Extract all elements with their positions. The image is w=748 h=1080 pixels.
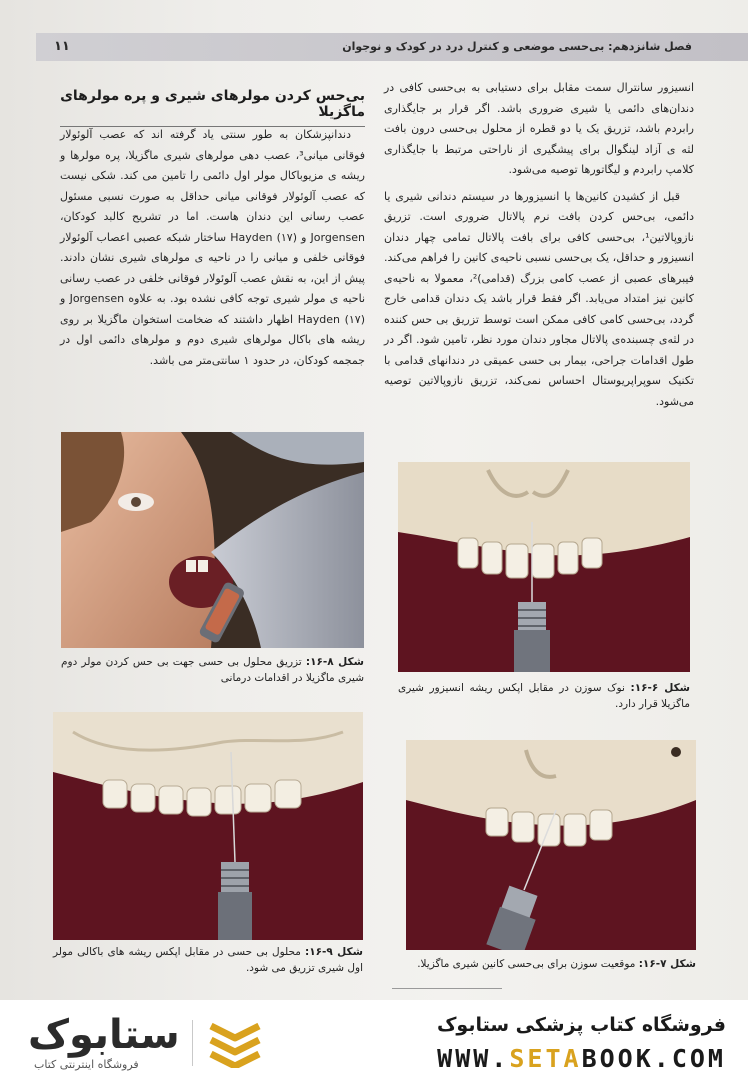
figure-8-text: تزریق محلول بی حسی جهت بی حس کردن مولر دوم شیری ماگزیلا در اقدامات درمانی bbox=[61, 656, 364, 684]
figure-9-text: محلول بی حسی در مقابل اپکس ریشه های باکالی مولر اول شیری تزریق می شود. bbox=[53, 946, 363, 974]
chapter-header bbox=[36, 33, 748, 61]
figure-9-photo bbox=[53, 712, 363, 940]
store-logo-tagline: فروشگاه اینترنتی کتاب bbox=[34, 1058, 139, 1071]
store-url-accent: SETA bbox=[509, 1044, 582, 1073]
store-logo-wordmark: ستابوک bbox=[28, 1012, 180, 1058]
store-footer bbox=[0, 1000, 748, 1080]
right-text-column bbox=[384, 78, 694, 412]
figure-6-caption bbox=[398, 680, 690, 712]
chapter-title: فصل شانزدهم: بی‌حسی موضعی و کنترل درد در کودک و نوجوان bbox=[342, 40, 692, 53]
store-title: فروشگاه کتاب پزشکی ستابوک bbox=[436, 1014, 726, 1036]
right-paragraph-2: قبل از کشیدن کانین‌ها یا انسیزورها در سیستم دندانی شیری یا دائمی، بی‌حس کردن بافت نرم پالاتال ضروری است. تزریق نازوپالاتین¹، بی‌حسی کافی برای بافت پالاتال تمامی چهار دندان انسیزور و حداقل، یک بی‌حسی نسبی ناحیه‌ی کانین را فراهم می‌کند. فیبرهای عصبی از عصب کامی بزرگ (قدامی)²، معمولا به ناحیه‌ی کانین نیز امتداد می‌یابد. اگر فقط قرار باشد یک دندان قدامی خارج گردد، بی‌حسی کامی کافی ممکن است توسط تزریق بی حس کننده در لثه‌ی چسبنده‌ی پالاتال مجاور دندان مورد نظر، تامین شود. اگر در طول اقدامات جراحی، بیمار بی حسی عمیقی در دندانهای قدامی با تکنیک سوپراپریوستال احساس نمی‌کند، تزریق نازوپالاتین توصیه می‌شود. bbox=[384, 189, 694, 408]
figure-7-text: موقعیت سوزن برای بی‌حسی کانین شیری ماگزیلا. bbox=[417, 958, 636, 970]
figure-7-label: شکل ۷-۱۶: bbox=[638, 958, 696, 970]
figure-8-caption bbox=[61, 654, 364, 686]
figure-7-caption bbox=[406, 956, 696, 972]
logo-divider bbox=[192, 1020, 193, 1066]
figure-7-photo bbox=[406, 740, 696, 950]
figure-9-label: شکل ۹-۱۶: bbox=[304, 946, 363, 958]
section-heading: بی‌حس کردن مولرهای شیری و پره مولرهای ماگزیلا bbox=[60, 88, 365, 127]
store-url-prefix: WWW. bbox=[437, 1044, 510, 1073]
left-text-column bbox=[60, 125, 365, 371]
right-paragraph-1: انسیزور سانترال سمت مقابل برای دستیابی به بی‌حسی کافی در دندان‌های دائمی یا شیری ضروری باشد. اگر قرار بر جایگذاری رابردم باشد، تزریق یک یا دو قطره از محلول بی‌حسی درون بافت لثه ی آزاد لینگوال برای پیشگیری از ناراحتی مرتبط با جایگذاری کلامپ رابردم و لیگاتورها توصیه می‌شود. bbox=[384, 81, 694, 176]
figure-6-text: نوک سوزن در مقابل اپکس ریشه انسیزور شیری ماگزیلا قرار دارد. bbox=[398, 682, 690, 710]
page-number: ۱۱ bbox=[54, 39, 70, 54]
figure-6-label: شکل ۶-۱۶: bbox=[630, 682, 691, 694]
book-stack-logo-icon bbox=[205, 1018, 265, 1068]
figure-6-photo bbox=[398, 462, 690, 672]
figure-8-label: شکل ۸-۱۶: bbox=[305, 656, 364, 668]
store-url[interactable] bbox=[437, 1044, 726, 1073]
figure-9-caption bbox=[53, 944, 363, 976]
figure-8-photo bbox=[61, 432, 364, 648]
left-paragraph: دندانپزشکان به طور سنتی یاد گرفته اند که عصب آلوئولار فوقانی میانی³، عصب دهی مولرهای شیری ماگزیلا، پره مولرها و ریشه ی مزیوباکال مولر اول دائمی را تامین می کند. شکی نیست که عصب آلوئولار فوقانی میانی حداقل به صورت نسبی مسئول عصب رسانی این دندان هاست. اما در تشریح کالبد کودکان، Jorgensen و Hayden (۱۷) ساختار شبکه عصبی اعصاب آلوئولار فوقانی خلفی و میانی را در ناحیه ی مولرهای شیری نشان دادند. پیش از این، به نقش عصب آلوئولار فوقانی خلفی در عصب رسانی ناحیه ی مولر شیری توجه کافی نشده بود. به علاوه Jorgensen و Hayden (۱۷) اظهار داشتند که ضخامت استخوان ماگزیلا بر روی ریشه های باکال مولرهای شیری دوم و مولرهای دائمی اول در جمجمه کودکان، در حدود ۱ سانتی‌متر می باشد. bbox=[60, 128, 366, 367]
footnote-divider bbox=[392, 988, 502, 989]
store-url-suffix: BOOK.COM bbox=[581, 1044, 726, 1073]
